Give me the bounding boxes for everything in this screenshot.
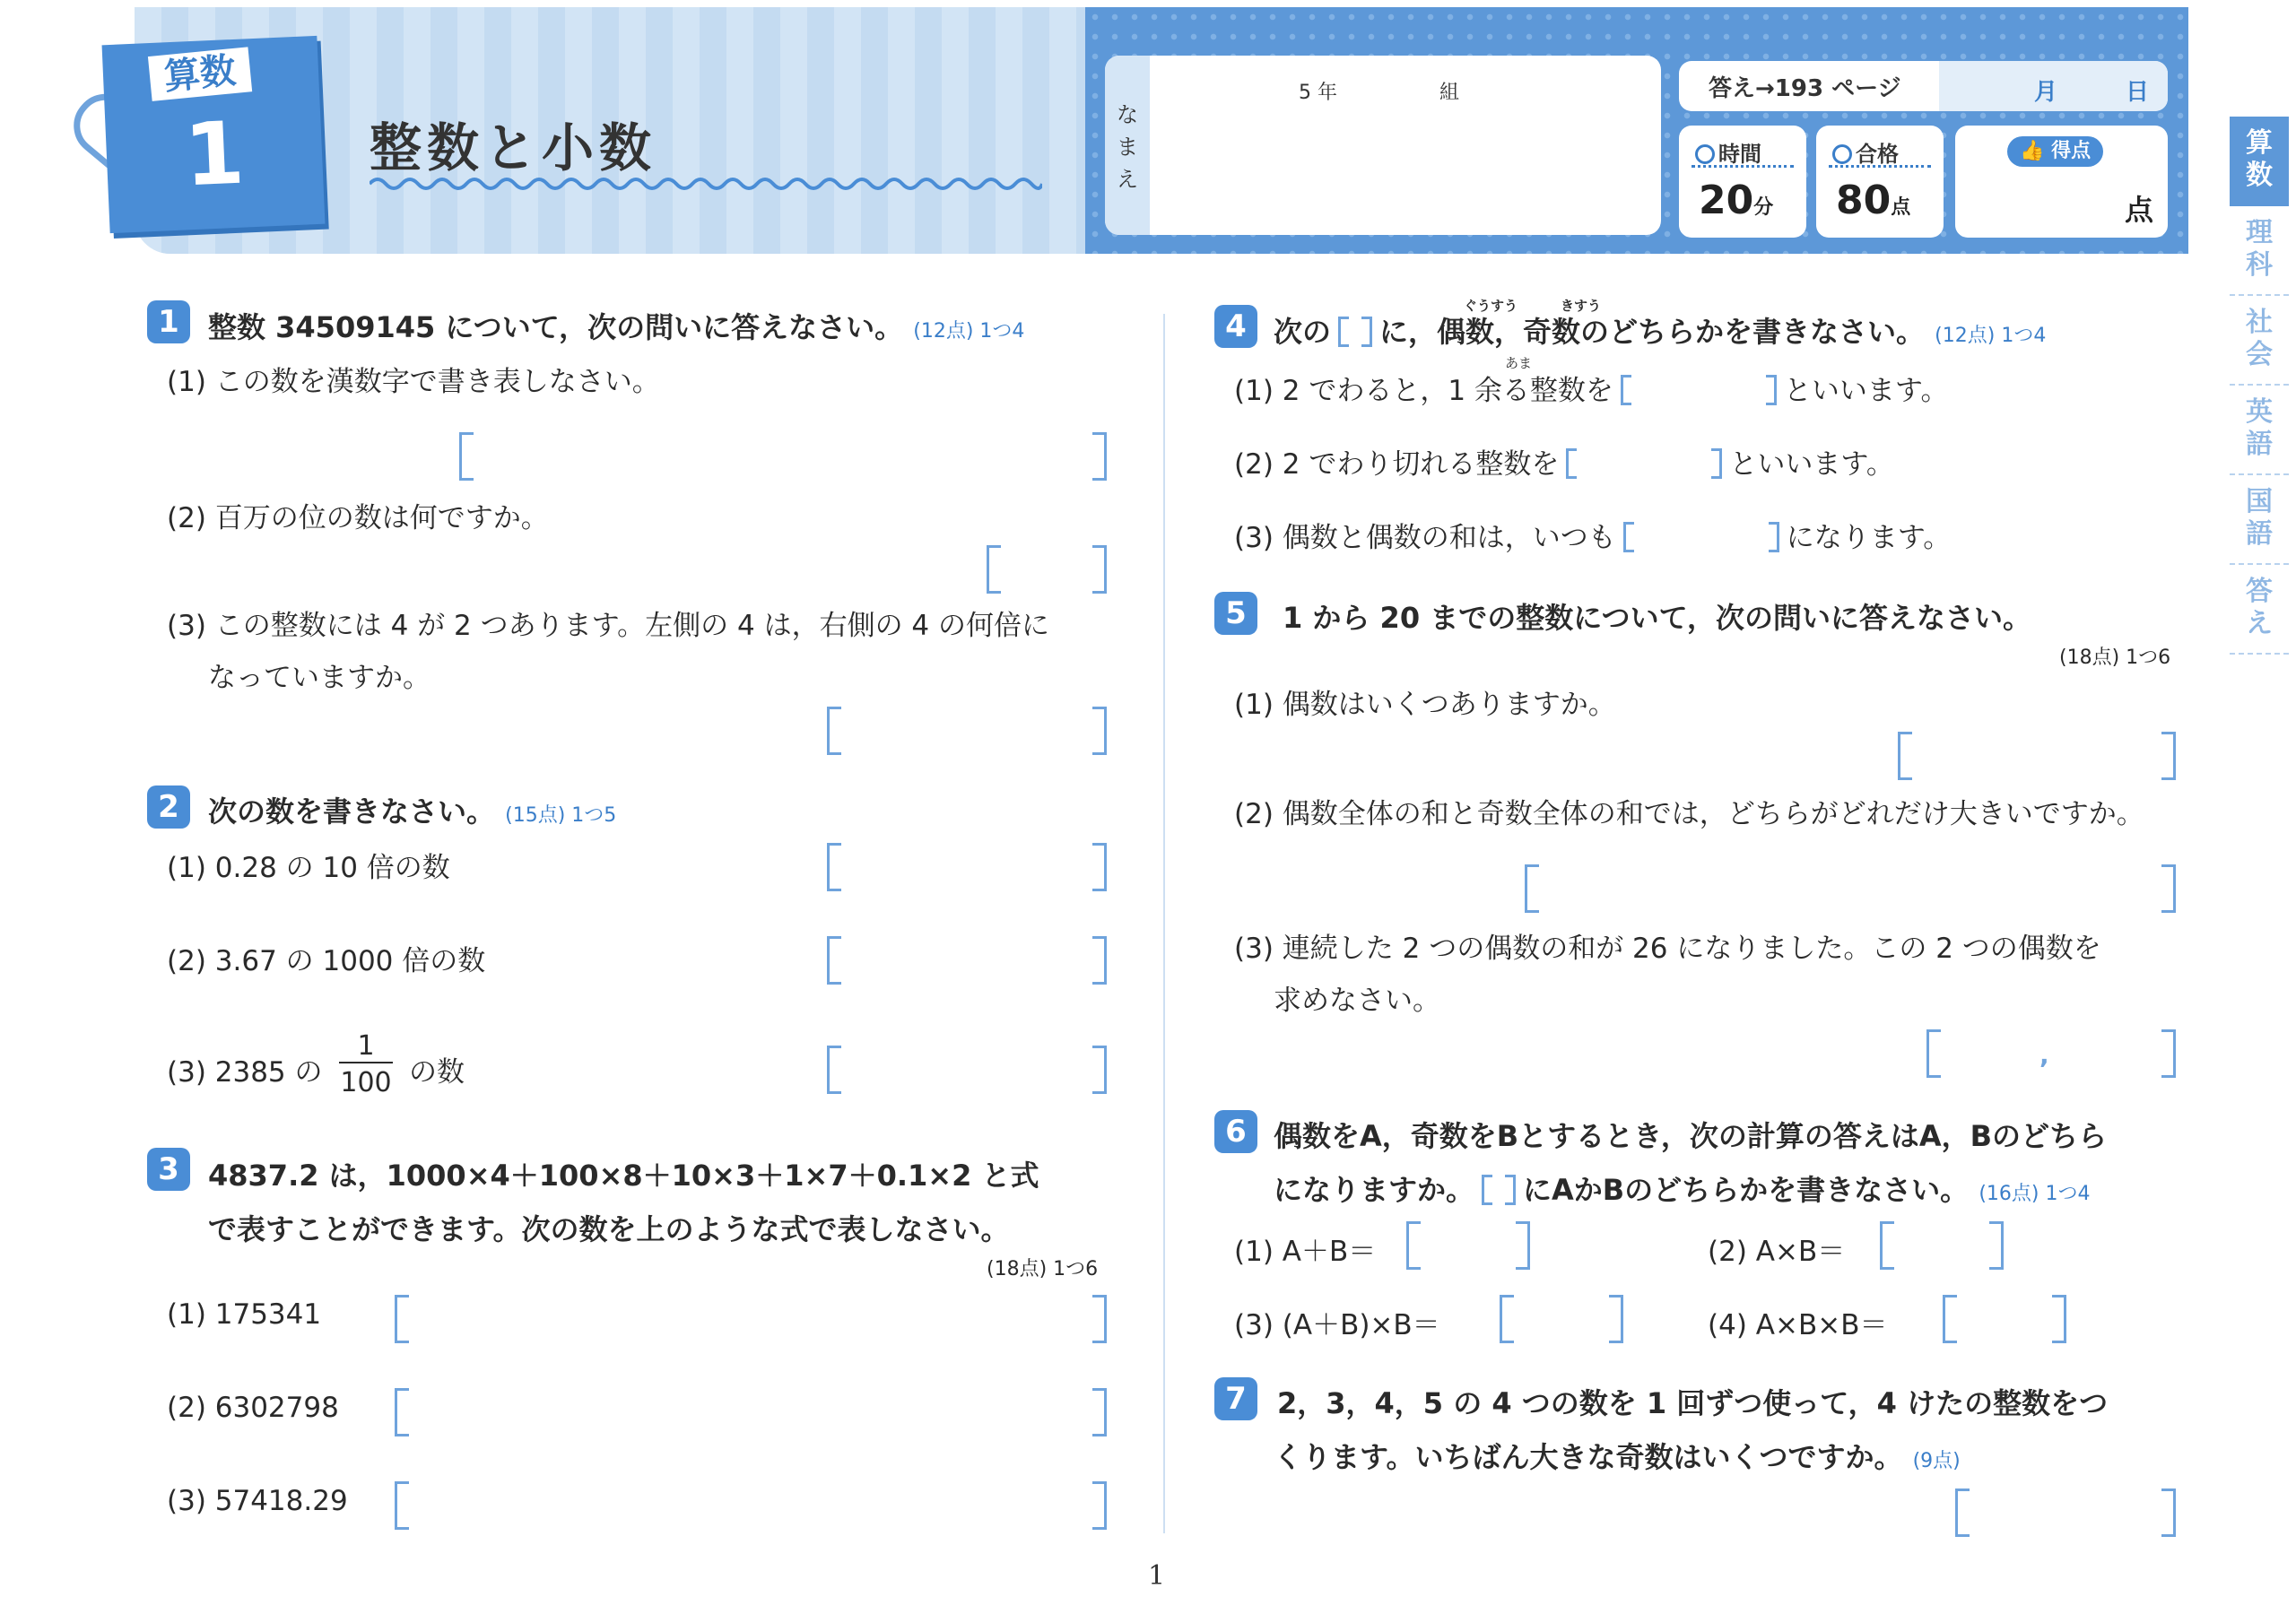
q1-sub3a: (3) この整数には 4 が 2 つあります。左側の 4 は，右側の 4 の何倍に [167, 610, 1050, 642]
tab-answers[interactable]: 答 え [2230, 565, 2289, 655]
answer-bracket-right [1092, 1388, 1107, 1436]
name-field[interactable] [1105, 56, 1661, 235]
class-label: 組 [1439, 82, 1460, 104]
q3-sub1: (1) 175341 [167, 1298, 322, 1331]
question-number-4: 4 [1214, 305, 1257, 348]
answer-bracket-right [2161, 732, 2176, 780]
ruby-gusu: ぐうすう [1464, 298, 1518, 314]
q6-sub1: (1) A＋B＝ [1234, 1236, 1377, 1268]
q4-2-answer[interactable] [1614, 437, 1749, 476]
q1-2-answer[interactable] [1004, 545, 1089, 594]
answer-separator: , [2039, 1040, 2049, 1070]
page-number: 1 [1148, 1560, 1166, 1592]
fraction-numerator: 1 [339, 1031, 393, 1063]
unit-number: 1 [182, 102, 247, 206]
question-number-3: 3 [147, 1148, 190, 1191]
tab-social[interactable]: 社 会 [2230, 296, 2289, 386]
name-label: な ま え [1117, 102, 1138, 192]
page-title: 整数と小数 [370, 117, 657, 178]
tab-math[interactable]: 算 数 [2230, 117, 2289, 206]
q3-2-answer[interactable] [413, 1388, 1087, 1436]
score-field[interactable] [1955, 126, 2168, 238]
flower-icon [1832, 144, 1852, 164]
q2-1-answer[interactable] [845, 843, 1087, 891]
q1-sub1: (1) この数を漢数字で書き表しなさい。 [167, 366, 660, 398]
answer-bracket-right [2161, 864, 2176, 913]
answer-bracket-left [827, 843, 841, 891]
q5-sub3b: 求めなさい。 [1274, 985, 1440, 1017]
answer-bracket-right [1092, 936, 1107, 985]
day-label: 日 [2126, 79, 2150, 106]
month-label: 月 [2034, 79, 2058, 106]
tab-japanese[interactable]: 国 語 [2230, 475, 2289, 565]
answer-bracket-left [987, 545, 1001, 594]
q4-3-answer[interactable] [1668, 510, 1803, 550]
answer-bracket-left [395, 1295, 409, 1343]
answer-bracket-right [2161, 1029, 2176, 1078]
pass-value: 80 [1836, 178, 1892, 223]
q4-sub1: (1) 2 でわると，1 余る整数を といいます。 [1234, 375, 1949, 407]
answer-bracket-left [1943, 1295, 1957, 1343]
answer-bracket-right [1092, 1046, 1107, 1094]
question-number-1: 1 [147, 300, 190, 343]
tab-english[interactable]: 英 語 [2230, 386, 2289, 475]
time-box [1679, 126, 1806, 238]
answer-bracket-right [1989, 1221, 2004, 1270]
question-3-text-a: 4837.2 は，1000×4＋100×8＋10×3＋1×7＋0.1×2 と式 [208, 1159, 1039, 1193]
answer-bracket-right [1092, 1295, 1107, 1343]
question-4-text: 次の に，偶数，奇数のどちらかを書きなさい。 (12点) 1つ4 [1274, 315, 2047, 349]
ruby-ama: あま [1505, 355, 1533, 371]
q4-1-answer[interactable] [1686, 363, 1821, 403]
q2-3-answer[interactable] [845, 1046, 1087, 1094]
q5-sub3a: (3) 連続した 2 つの偶数の和が 26 になりました。この 2 つの偶数を [1234, 933, 2101, 965]
q1-3-answer[interactable] [845, 707, 1087, 755]
question-5-points: (18点) 1つ6 [2059, 647, 2171, 669]
q6-sub4: (4) A×B×B＝ [1708, 1309, 1888, 1341]
question-number-5: 5 [1214, 592, 1257, 635]
answer-bracket-right [1092, 432, 1107, 481]
answer-bracket-right [1092, 1481, 1107, 1530]
question-1-text: 整数 34509145 について，次の問いに答えなさい。 (12点) 1つ4 [208, 310, 1025, 344]
q6-sub2: (2) A×B＝ [1708, 1236, 1846, 1268]
answer-bracket-left [459, 432, 474, 481]
answer-bracket-left [395, 1388, 409, 1436]
question-number-6: 6 [1214, 1110, 1257, 1153]
q1-sub2: (2) 百万の位の数は何ですか。 [167, 502, 549, 534]
subject-tabs [2230, 117, 2289, 655]
answer-bracket-right [1092, 707, 1107, 755]
q3-3-answer[interactable] [413, 1481, 1087, 1530]
score-label: 👍 得点 [2007, 136, 2103, 167]
answer-bracket-left [1880, 1221, 1894, 1270]
question-7-text-b: くります。いちばん大きな奇数はいくつですか。 (9点) [1274, 1440, 1961, 1474]
answer-bracket-right [2052, 1295, 2066, 1343]
q4-sub2: (2) 2 でわり切れる整数を といいます。 [1234, 448, 1894, 481]
pass-unit: 点 [1891, 196, 1911, 219]
answer-bracket-left [1500, 1295, 1514, 1343]
pass-label: 合格 [1856, 142, 1899, 167]
answer-bracket-right [2161, 1488, 2176, 1537]
subject-label: 算数 [148, 47, 252, 101]
q5-sub1: (1) 偶数はいくつありますか。 [1234, 689, 1616, 721]
ruby-kisu: きすう [1561, 298, 1602, 314]
q3-sub2: (2) 6302798 [167, 1392, 339, 1424]
q2-sub1: (1) 0.28 の 10 倍の数 [167, 852, 450, 884]
question-number-7: 7 [1214, 1377, 1257, 1420]
column-divider [1163, 314, 1165, 1533]
answer-bracket-left [827, 1046, 841, 1094]
answer-bracket-right [1516, 1221, 1530, 1270]
q5-2-answer[interactable] [1543, 864, 2156, 913]
q1-1-answer[interactable] [477, 432, 1087, 481]
q3-1-answer[interactable] [413, 1295, 1087, 1343]
answer-bracket-left [1525, 864, 1539, 913]
answer-bracket-right [1609, 1295, 1623, 1343]
q3-sub3: (3) 57418.29 [167, 1485, 348, 1517]
q6-2-answer[interactable] [1898, 1221, 1984, 1270]
clock-icon [1695, 144, 1715, 164]
question-3-text-b: で表すことができます。次の数を上のような式で表しなさい。 [208, 1212, 1010, 1246]
time-unit: 分 [1753, 196, 1774, 219]
fraction-denominator: 100 [340, 1067, 392, 1098]
question-5-text: 1 から 20 までの整数について，次の問いに答えなさい。 [1283, 601, 2031, 635]
q4-sub3: (3) 偶数と偶数の和は，いつも になります。 [1234, 522, 1952, 554]
answer-bracket-right [1092, 545, 1107, 594]
q1-sub3b: なっていますか。 [208, 662, 430, 694]
q7-answer[interactable] [1973, 1488, 2156, 1537]
pass-box [1816, 126, 1944, 238]
answer-bracket-left [1406, 1221, 1421, 1270]
answer-bracket-left [1898, 732, 1912, 780]
score-unit: 点 [2124, 193, 2153, 227]
grade-label: 5 年 [1299, 82, 1337, 104]
title-wave-underline [370, 175, 1042, 193]
answer-bracket-left [827, 707, 841, 755]
answer-bracket-right [1092, 843, 1107, 891]
q2-sub2: (2) 3.67 の 1000 倍の数 [167, 945, 486, 977]
question-2-text: 次の数を書きなさい。 (15点) 1つ5 [208, 794, 617, 829]
answer-bracket-left [1926, 1029, 1941, 1078]
answer-page-ref: 答え→193 ページ [1709, 75, 1901, 102]
answer-bracket-left [1955, 1488, 1970, 1537]
question-number-2: 2 [147, 785, 190, 829]
tab-science[interactable]: 理 科 [2230, 206, 2289, 296]
answer-bracket-left [827, 936, 841, 985]
q6-4-answer[interactable] [1961, 1295, 2047, 1343]
q2-sub3-pre: (3) 2385 の [167, 1056, 323, 1089]
answer-bracket-left [395, 1481, 409, 1530]
q5-sub2: (2) 偶数全体の和と奇数全体の和では，どちらがどれだけ大きいですか。 [1234, 798, 2144, 830]
question-6-text-a: 偶数をA，奇数をBとするとき，次の計算の答えはA，Bのどちら [1274, 1119, 2108, 1153]
time-label: 時間 [1718, 142, 1761, 167]
q2-sub3-post: の数 [409, 1056, 465, 1089]
q5-1-answer[interactable] [1916, 732, 2156, 780]
time-value: 20 [1699, 178, 1754, 223]
q6-1-answer[interactable] [1424, 1221, 1510, 1270]
q6-sub3: (3) (A＋B)×B＝ [1234, 1309, 1440, 1341]
q5-3-answer[interactable] [1944, 1029, 2156, 1078]
q2-2-answer[interactable] [845, 936, 1087, 985]
unit-badge [102, 36, 326, 233]
question-7-text-a: 2，3，4，5 の 4 つの数を 1 回ずつ使って，4 けたの整数をつ [1277, 1386, 2109, 1420]
q6-3-answer[interactable] [1518, 1295, 1604, 1343]
question-3-points: (18点) 1つ6 [987, 1258, 1099, 1280]
question-6-text-b: になりますか。 にAかBのどちらかを書きなさい。 (16点) 1つ4 [1274, 1173, 2091, 1207]
